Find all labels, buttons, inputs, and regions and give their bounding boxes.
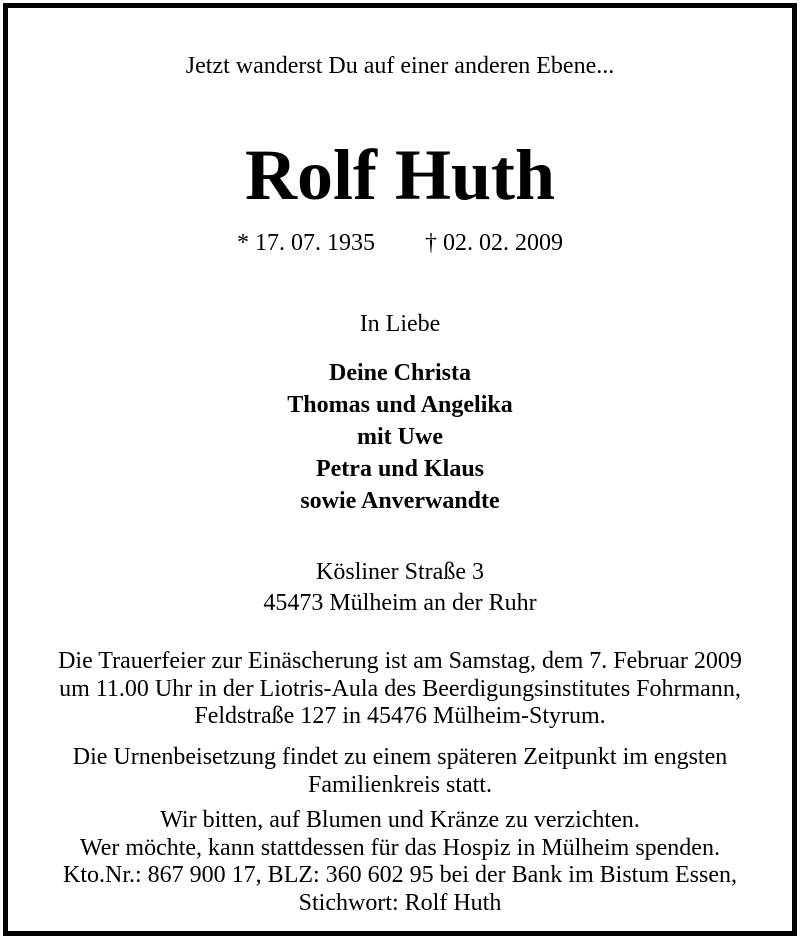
burial-line: Familienkreis statt. bbox=[308, 772, 492, 798]
deceased-name: Rolf Huth bbox=[244, 135, 556, 215]
ceremony-line: Feldstraße 127 in 45476 Mülheim-Styrum. bbox=[194, 703, 606, 729]
donation-line: Wer möchte, kann stattdessen für das Hospiz in Mülheim spenden. bbox=[80, 835, 720, 861]
burial-line: Die Urnenbeisetzung findet zu einem späteren Zeitpunkt im engsten bbox=[72, 744, 728, 770]
mourner-line: Thomas und Angelika bbox=[287, 392, 513, 418]
address-line: Kösliner Straße 3 bbox=[316, 559, 484, 585]
mourner-line: mit Uwe bbox=[357, 424, 443, 450]
birth-date: * 17. 07. 1935 bbox=[237, 230, 375, 256]
mourner-line: sowie Anverwandte bbox=[300, 488, 500, 514]
in-love-line: In Liebe bbox=[359, 311, 441, 337]
mourner-line: Petra und Klaus bbox=[315, 456, 485, 482]
donation-line: Stichwort: Rolf Huth bbox=[298, 890, 502, 916]
mourner-line: Deine Christa bbox=[329, 360, 471, 386]
donation-line: Wir bitten, auf Blumen und Kränze zu verzichten. bbox=[160, 807, 640, 833]
address-line: 45473 Mülheim an der Ruhr bbox=[263, 590, 537, 616]
intro-line: Jetzt wanderst Du auf einer anderen Ebene... bbox=[185, 53, 615, 79]
ceremony-line: um 11.00 Uhr in der Liotris-Aula des Beerdigungsinstitutes Fohrmann, bbox=[59, 676, 741, 702]
life-dates bbox=[0, 229, 800, 257]
donation-line: Kto.Nr.: 867 900 17, BLZ: 360 602 95 bei der Bank im Bistum Essen, bbox=[63, 862, 737, 888]
ceremony-line: Die Trauerfeier zur Einäscherung ist am Samstag, dem 7. Februar 2009 bbox=[58, 648, 742, 674]
death-date: † 02. 02. 2009 bbox=[425, 230, 563, 256]
